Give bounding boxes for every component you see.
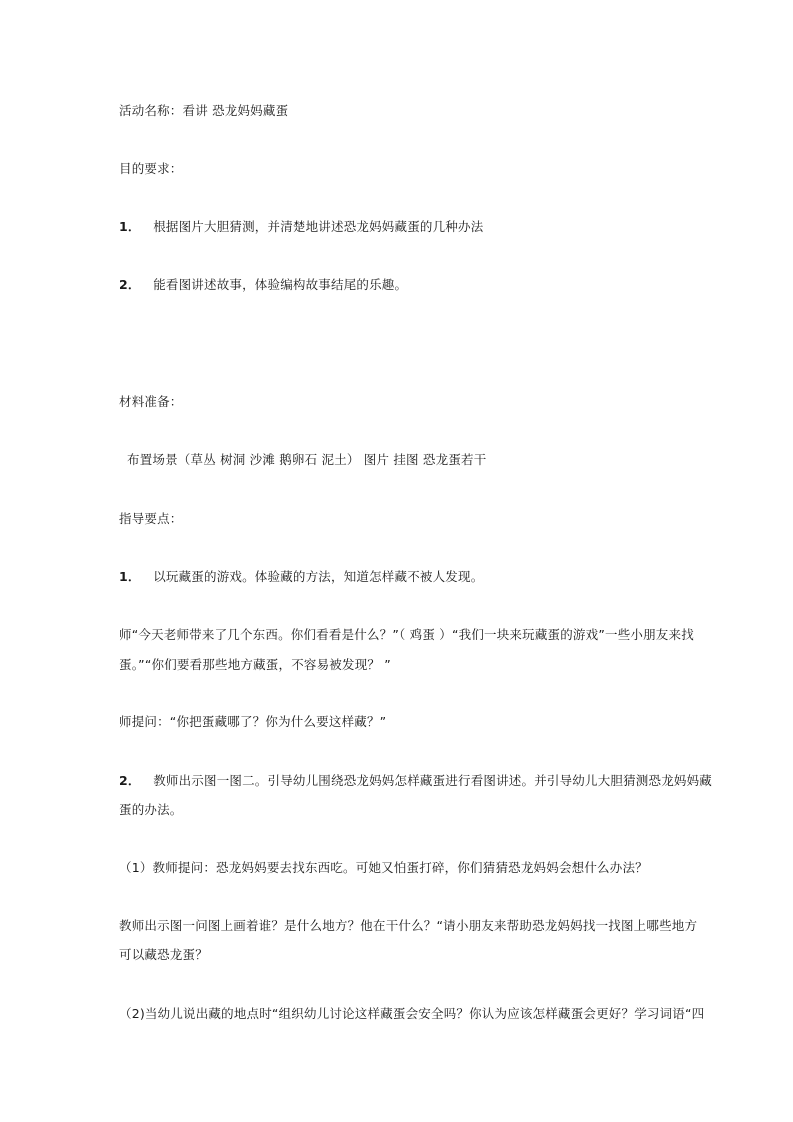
step-1 <box>119 563 679 591</box>
step-2-line-1 <box>119 767 712 795</box>
step-number-1: 1． <box>119 569 141 584</box>
materials-list: 布置场景（草丛 树洞 沙滩 鹅卵石 泥土） 图片 挂图 恐龙蛋若干 <box>127 452 487 467</box>
goal-item-1 <box>119 213 679 241</box>
show-picture-line-2: 可以藏恐龙蛋？ <box>119 947 208 962</box>
goal-number-2: 2． <box>119 277 141 292</box>
step-2-line-2: 蛋的办法。 <box>119 802 183 817</box>
show-picture-line-1: 教师出示图一问图上画着谁？是什么地方？他在干什么？“请小朋友来帮助恐龙妈妈找一找图上哪些地方 <box>119 918 698 933</box>
guide-heading: 指导要点： <box>119 511 183 526</box>
teacher-question: 师提问：“你把蛋藏哪了？你为什么要这样藏？” <box>119 714 387 729</box>
sub-step-1: （1）教师提问：恐龙妈妈要去找东西吃。可她又怕蛋打碎，你们猜猜恐龙妈妈会想什么办法？ <box>119 860 648 875</box>
step-text-2: 教师出示图一图二。引导幼儿围绕恐龙妈妈怎样藏蛋进行看图讲述。并引导幼儿大胆猜测恐龙妈妈藏 <box>153 773 712 788</box>
step-text-1: 以玩藏蛋的游戏。体验藏的方法，知道怎样藏不被人发现。 <box>153 569 484 584</box>
goal-text-2: 能看图讲述故事，体验编构故事结尾的乐趣。 <box>153 277 408 292</box>
materials-heading: 材料准备： <box>119 394 183 409</box>
goals-heading: 目的要求： <box>119 161 183 176</box>
activity-name: 活动名称：看讲 恐龙妈妈藏蛋 <box>119 103 289 118</box>
teacher-paragraph-line-1: 师“今天老师带来了几个东西。你们看看是什么？”（ 鸡蛋 ）“我们一块来玩藏蛋的游戏”一些小朋友来找 <box>119 627 694 642</box>
goal-number-1: 1． <box>119 219 141 234</box>
step-number-2: 2． <box>119 773 141 788</box>
teacher-paragraph-line-2: 蛋。”“你们要看那些地方藏蛋，不容易被发现？ ” <box>119 657 391 672</box>
goal-item-2 <box>119 271 679 299</box>
goal-text-1: 根据图片大胆猜测，并清楚地讲述恐龙妈妈藏蛋的几种办法 <box>153 219 484 234</box>
sub-step-2: （2)当幼儿说出藏的地点时“组织幼儿讨论这样藏蛋会安全吗？你认为应该怎样藏蛋会更好？学习词语“四 <box>119 1006 705 1021</box>
